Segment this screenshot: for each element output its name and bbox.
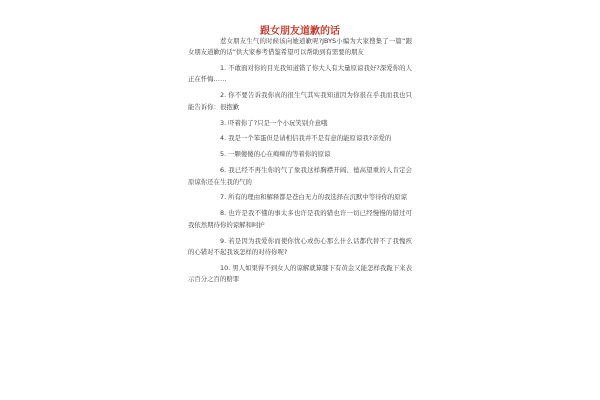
intro-paragraph: 惹女朋友生气的时候该向她道歉呢?JBYS小编为大家搜集了一篇“跟女朋友道歉的话”供大家参考借鉴希望可以帮助到有需要的朋友 [188,37,412,57]
apology-item-2: 2. 你不要告诉我你真的很生气其实我知道因为你很在乎我而我也只能告诉你：很抱歉 [188,91,412,111]
apology-item-7: 7. 所有的理由和解释都是苍白无力的我选择在沉默中等待你的原谅 [220,193,408,202]
apology-item-1: 1. 不敢面对你的目光我知道错了你大人有大量原谅我好?深爱你的人正在忏悔…… [188,64,412,84]
apology-item-8: 8. 也许是我不懂的事太多也许是我的错也许一切已经慢慢的错过可我依然期待你的谅解和呵护 [188,209,412,229]
apology-item-5: 5. 一颗傻傻的心在痴痴的等着你的原谅 [220,150,331,159]
apology-item-6: 6. 我已经不再生你的气了象我这样胸襟开阔、德高望重的人肯定会原谅你还在生我的气的 [188,166,412,186]
document-title: 跟女朋友道歉的话 [260,26,340,37]
document-body [188,36,412,285]
apology-item-3: 3. 吓着你了?只是一个小玩笑别介意哦 [220,118,328,127]
apology-item-9: 9. 若是因为我爱你而使你忧心或伤心那么什么话都代替不了我愧疚的心错对不起我该怎样的对待你呢? [188,236,412,256]
apology-item-4: 4. 我是一个笨蛋但是请相信我并不是有意的能原谅我?亲爱的 [220,134,392,143]
apology-item-10: 10. 男人如果得不到女人的谅解就算膝下有黄金又能怎样我跪下来表示百分之百的赔罪 [188,263,412,283]
